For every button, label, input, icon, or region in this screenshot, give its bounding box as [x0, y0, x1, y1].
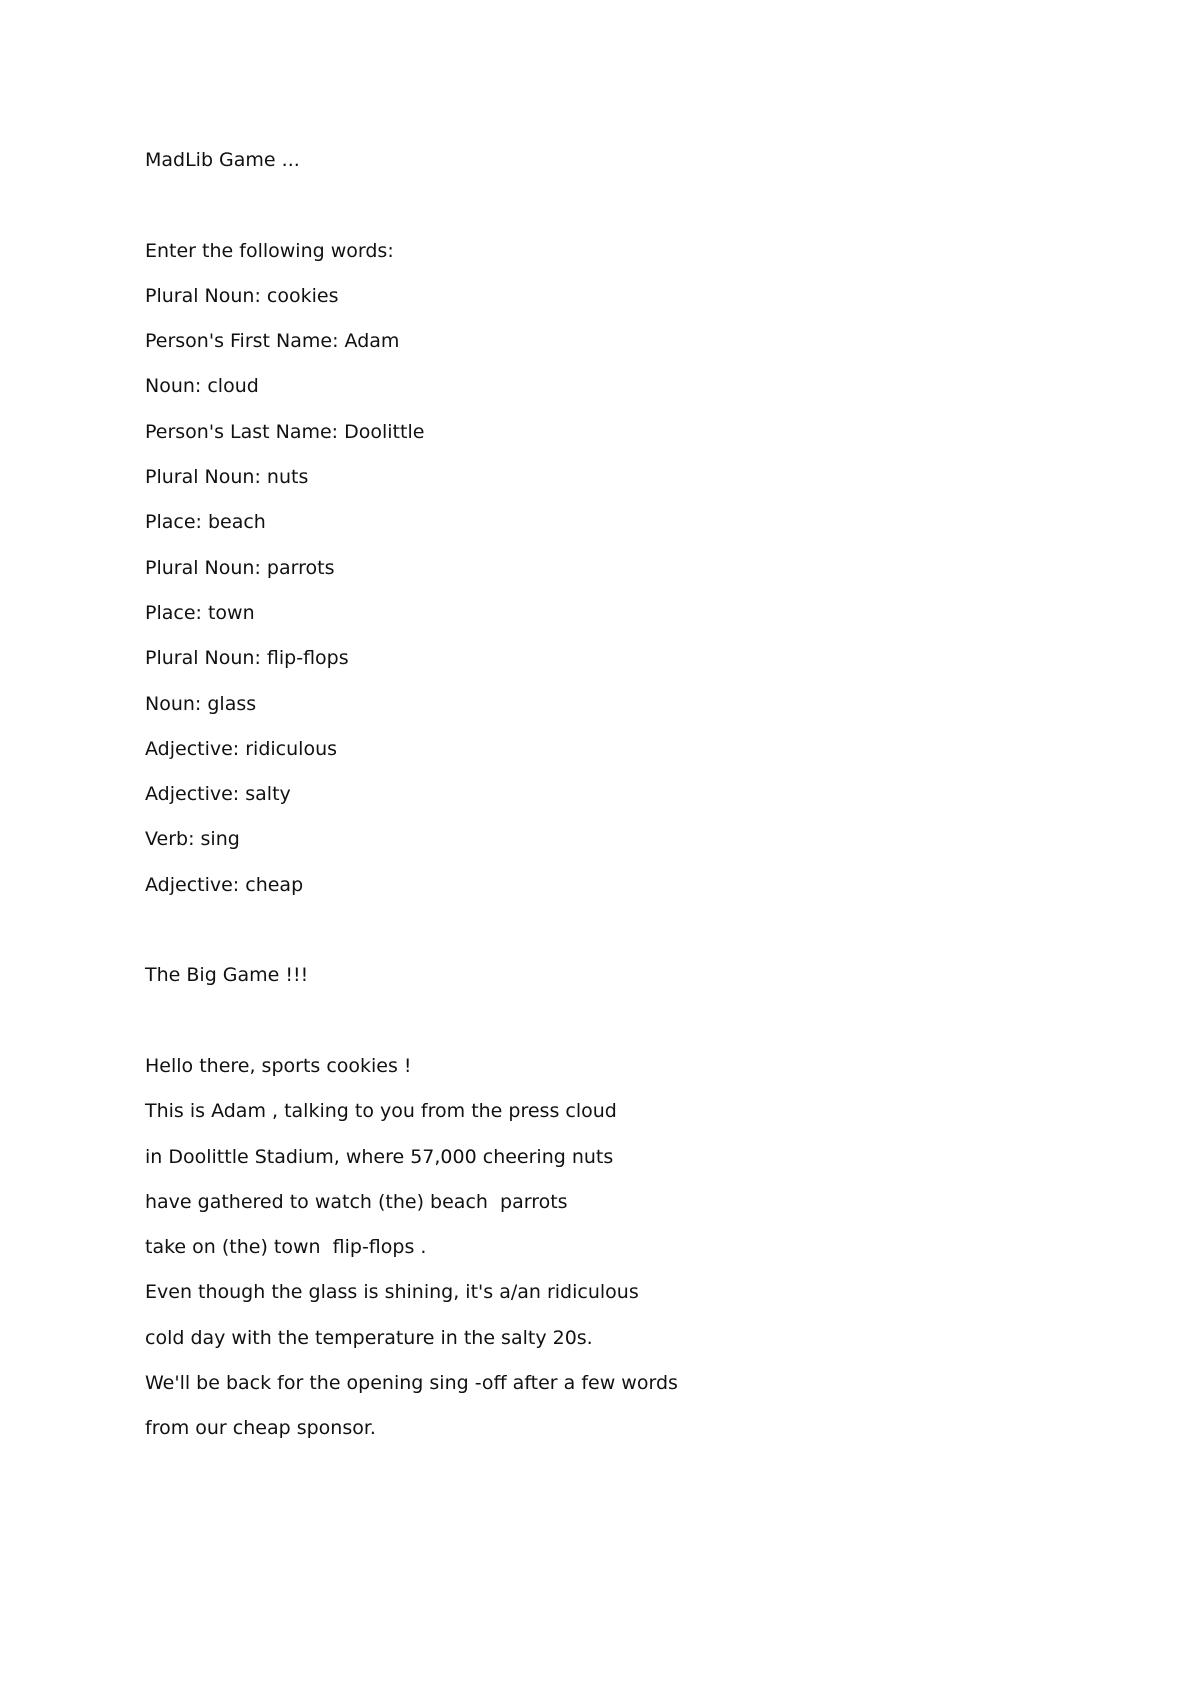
word-entry: Plural Noun: flip-flops	[145, 647, 349, 670]
story-line: We'll be back for the opening sing -off after a few words	[145, 1372, 678, 1395]
word-entry: Adjective: salty	[145, 783, 291, 806]
word-entry-list	[145, 276, 1065, 910]
story-title: The Big Game !!!	[145, 964, 309, 987]
story-line: from our cheap sponsor.	[145, 1417, 376, 1440]
word-entry: Plural Noun: cookies	[145, 284, 339, 307]
document-body	[145, 140, 1065, 1454]
story-text	[145, 1046, 1065, 1454]
story-line: take on (the) town flip-flops .	[145, 1236, 427, 1259]
story-line: This is Adam , talking to you from the press cloud	[145, 1100, 617, 1123]
word-entry: Noun: glass	[145, 692, 257, 715]
story-line: cold day with the temperature in the salty 20s.	[145, 1326, 593, 1349]
word-entry: Person's Last Name: Doolittle	[145, 420, 425, 443]
story-line: Hello there, sports cookies !	[145, 1054, 412, 1077]
word-entry: Place: beach	[145, 511, 266, 534]
blank-line	[145, 910, 1065, 955]
story-line: have gathered to watch (the) beach parrots	[145, 1190, 568, 1213]
word-entry: Adjective: ridiculous	[145, 737, 338, 760]
word-entry: Adjective: cheap	[145, 873, 304, 896]
word-entry: Person's First Name: Adam	[145, 330, 400, 353]
word-entry: Verb: sing	[145, 828, 240, 851]
blank-line	[145, 185, 1065, 230]
document-title: MadLib Game ...	[145, 149, 300, 171]
word-entry: Plural Noun: nuts	[145, 466, 309, 489]
blank-line	[145, 1001, 1065, 1046]
word-entry: Plural Noun: parrots	[145, 556, 335, 579]
instructions-text: Enter the following words:	[145, 239, 394, 262]
story-line: Even though the glass is shining, it's a/an ridiculous	[145, 1281, 639, 1304]
story-line: in Doolittle Stadium, where 57,000 cheering nuts	[145, 1145, 614, 1168]
word-entry: Place: town	[145, 601, 255, 624]
word-entry: Noun: cloud	[145, 375, 259, 398]
